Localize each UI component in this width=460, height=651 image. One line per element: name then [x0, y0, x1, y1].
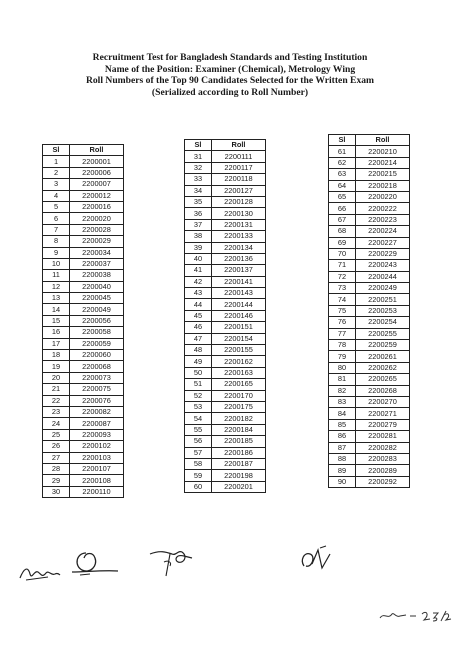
serial-cell: 45 — [185, 310, 212, 321]
table-row — [329, 340, 410, 351]
serial-cell: 68 — [329, 226, 356, 237]
roll-number-cell: 2200184 — [212, 424, 266, 435]
table-row — [185, 208, 266, 219]
table-row — [43, 463, 124, 474]
serial-cell: 3 — [43, 179, 70, 190]
table-row — [185, 470, 266, 481]
table-header-row — [43, 145, 124, 156]
roll-number-cell: 2200259 — [356, 340, 410, 351]
serial-cell: 82 — [329, 385, 356, 396]
sl-column-header: Sl — [185, 140, 212, 151]
serial-cell: 5 — [43, 201, 70, 212]
table-row — [185, 401, 266, 412]
roll-number-cell: 2200253 — [356, 305, 410, 316]
table-row — [329, 203, 410, 214]
roll-number-cell: 2200182 — [212, 413, 266, 424]
serial-cell: 90 — [329, 476, 356, 487]
serial-cell: 61 — [329, 146, 356, 157]
table-row — [329, 317, 410, 328]
serial-cell: 27 — [43, 452, 70, 463]
table-row — [185, 413, 266, 424]
roll-number-cell: 2200007 — [70, 179, 124, 190]
serial-cell: 32 — [185, 162, 212, 173]
roll-number-cell: 2200144 — [212, 299, 266, 310]
table-row — [185, 447, 266, 458]
table-row — [329, 191, 410, 202]
roll-table-2 — [184, 139, 266, 493]
serial-cell: 16 — [43, 327, 70, 338]
table-row — [185, 185, 266, 196]
serial-cell: 76 — [329, 317, 356, 328]
serial-cell: 83 — [329, 396, 356, 407]
serial-cell: 4 — [43, 190, 70, 201]
serial-cell: 28 — [43, 463, 70, 474]
roll-number-cell: 2200128 — [212, 196, 266, 207]
roll-number-cell: 2200244 — [356, 271, 410, 282]
roll-number-cell: 2200102 — [70, 441, 124, 452]
serial-cell: 59 — [185, 470, 212, 481]
roll-number-cell: 2200068 — [70, 361, 124, 372]
table-row — [185, 333, 266, 344]
signature-2 — [68, 548, 120, 580]
serial-cell: 57 — [185, 447, 212, 458]
sl-column-header: Sl — [329, 135, 356, 146]
serial-cell: 33 — [185, 174, 212, 185]
table-row — [329, 146, 410, 157]
serial-cell: 24 — [43, 418, 70, 429]
table-row — [185, 231, 266, 242]
roll-number-cell: 2200289 — [356, 465, 410, 476]
serial-cell: 26 — [43, 441, 70, 452]
table-row — [185, 299, 266, 310]
serial-cell: 63 — [329, 169, 356, 180]
serial-cell: 31 — [185, 151, 212, 162]
table-row — [43, 350, 124, 361]
table-row — [329, 260, 410, 271]
roll-number-cell: 2200016 — [70, 201, 124, 212]
roll-number-cell: 2200133 — [212, 231, 266, 242]
roll-number-cell: 2200229 — [356, 248, 410, 259]
roll-number-cell: 2200292 — [356, 476, 410, 487]
serial-cell: 35 — [185, 196, 212, 207]
roll-number-cell: 2200162 — [212, 356, 266, 367]
header-subtitle: Roll Numbers of the Top 90 Candidates Selected for the Written Exam — [85, 75, 375, 86]
serial-cell: 62 — [329, 157, 356, 168]
roll-number-cell: 2200118 — [212, 174, 266, 185]
table-row — [185, 253, 266, 264]
table-row — [185, 242, 266, 253]
table-row — [43, 327, 124, 338]
table-row — [43, 406, 124, 417]
table-row — [329, 248, 410, 259]
serial-cell: 2 — [43, 167, 70, 178]
table-row — [43, 361, 124, 372]
serial-cell: 84 — [329, 408, 356, 419]
table-row — [185, 356, 266, 367]
roll-number-cell: 2200006 — [70, 167, 124, 178]
roll-number-cell: 2200281 — [356, 431, 410, 442]
table-header-row — [185, 140, 266, 151]
table-row — [329, 431, 410, 442]
table-row — [329, 294, 410, 305]
roll-number-cell: 2200146 — [212, 310, 266, 321]
signature-3 — [148, 544, 196, 580]
serial-cell: 8 — [43, 236, 70, 247]
roll-number-cell: 2200111 — [212, 151, 266, 162]
serial-cell: 34 — [185, 185, 212, 196]
roll-number-cell: 2200151 — [212, 322, 266, 333]
serial-cell: 44 — [185, 299, 212, 310]
table-row — [185, 322, 266, 333]
table-row — [43, 441, 124, 452]
table-row — [43, 258, 124, 269]
roll-number-cell: 2200001 — [70, 156, 124, 167]
table-row — [43, 179, 124, 190]
table-row — [43, 315, 124, 326]
roll-number-cell: 2200117 — [212, 162, 266, 173]
roll-number-cell: 2200130 — [212, 208, 266, 219]
serial-cell: 52 — [185, 390, 212, 401]
serial-cell: 9 — [43, 247, 70, 258]
serial-cell: 41 — [185, 265, 212, 276]
roll-number-cell: 2200137 — [212, 265, 266, 276]
table-row — [185, 196, 266, 207]
roll-number-cell: 2200215 — [356, 169, 410, 180]
roll-number-cell: 2200283 — [356, 453, 410, 464]
table-row — [185, 288, 266, 299]
roll-number-cell: 2200143 — [212, 288, 266, 299]
table-row — [185, 379, 266, 390]
roll-number-cell: 2200045 — [70, 293, 124, 304]
serial-cell: 19 — [43, 361, 70, 372]
handwritten-date-note — [378, 606, 452, 626]
serial-cell: 15 — [43, 315, 70, 326]
serial-cell: 43 — [185, 288, 212, 299]
roll-number-cell: 2200076 — [70, 395, 124, 406]
serial-cell: 56 — [185, 436, 212, 447]
roll-number-cell: 2200271 — [356, 408, 410, 419]
serial-cell: 74 — [329, 294, 356, 305]
table-row — [185, 390, 266, 401]
serial-cell: 54 — [185, 413, 212, 424]
serial-cell: 42 — [185, 276, 212, 287]
roll-number-cell: 2200279 — [356, 419, 410, 430]
serial-cell: 87 — [329, 442, 356, 453]
table-row — [185, 345, 266, 356]
roll-number-cell: 2200214 — [356, 157, 410, 168]
table-row — [329, 374, 410, 385]
table-row — [43, 429, 124, 440]
serial-cell: 67 — [329, 214, 356, 225]
table-row — [43, 236, 124, 247]
roll-number-cell: 2200187 — [212, 458, 266, 469]
table-row — [43, 247, 124, 258]
roll-number-cell: 2200141 — [212, 276, 266, 287]
header-title: Recruitment Test for Bangladesh Standards and Testing Institution — [92, 52, 368, 63]
table-row — [329, 442, 410, 453]
header-note: (Serialized according to Roll Number) — [151, 86, 309, 98]
roll-number-cell: 2200165 — [212, 379, 266, 390]
serial-cell: 85 — [329, 419, 356, 430]
table-row — [185, 424, 266, 435]
roll-number-cell: 2200058 — [70, 327, 124, 338]
serial-cell: 38 — [185, 231, 212, 242]
roll-number-cell: 2200223 — [356, 214, 410, 225]
table-row — [43, 384, 124, 395]
roll-number-cell: 2200265 — [356, 374, 410, 385]
serial-cell: 10 — [43, 258, 70, 269]
serial-cell: 88 — [329, 453, 356, 464]
roll-number-cell: 2200134 — [212, 242, 266, 253]
serial-cell: 70 — [329, 248, 356, 259]
serial-cell: 71 — [329, 260, 356, 271]
table-row — [43, 190, 124, 201]
table-row — [329, 351, 410, 362]
roll-table-1 — [42, 144, 124, 498]
roll-number-cell: 2200270 — [356, 396, 410, 407]
serial-cell: 22 — [43, 395, 70, 406]
roll-number-cell: 2200255 — [356, 328, 410, 339]
table-row — [185, 265, 266, 276]
roll-number-cell: 2200110 — [70, 486, 124, 497]
serial-cell: 50 — [185, 367, 212, 378]
table-row — [185, 151, 266, 162]
roll-number-cell: 2200210 — [356, 146, 410, 157]
roll-number-cell: 2200154 — [212, 333, 266, 344]
roll-number-cell: 2200251 — [356, 294, 410, 305]
serial-cell: 23 — [43, 406, 70, 417]
serial-cell: 60 — [185, 481, 212, 492]
table-row — [43, 486, 124, 497]
signature-4 — [296, 544, 340, 576]
serial-cell: 64 — [329, 180, 356, 191]
serial-cell: 80 — [329, 362, 356, 373]
table-row — [329, 396, 410, 407]
roll-number-cell: 2200049 — [70, 304, 124, 315]
roll-number-cell: 2200107 — [70, 463, 124, 474]
serial-cell: 77 — [329, 328, 356, 339]
table-row — [185, 481, 266, 492]
serial-cell: 6 — [43, 213, 70, 224]
document-header — [30, 52, 430, 98]
table-row — [185, 310, 266, 321]
roll-table-3 — [328, 134, 410, 488]
roll-number-cell: 2200059 — [70, 338, 124, 349]
roll-number-cell: 2200227 — [356, 237, 410, 248]
serial-cell: 53 — [185, 401, 212, 412]
serial-cell: 40 — [185, 253, 212, 264]
table-row — [329, 237, 410, 248]
roll-number-cell: 2200127 — [212, 185, 266, 196]
table-row — [185, 219, 266, 230]
table-row — [329, 453, 410, 464]
roll-number-cell: 2200268 — [356, 385, 410, 396]
table-row — [43, 418, 124, 429]
roll-number-cell: 2200136 — [212, 253, 266, 264]
serial-cell: 58 — [185, 458, 212, 469]
serial-cell: 48 — [185, 345, 212, 356]
roll-number-cell: 2200220 — [356, 191, 410, 202]
roll-number-cell: 2200073 — [70, 372, 124, 383]
roll-number-cell: 2200249 — [356, 283, 410, 294]
serial-cell: 21 — [43, 384, 70, 395]
roll-number-cell: 2200261 — [356, 351, 410, 362]
table-row — [43, 338, 124, 349]
table-row — [43, 270, 124, 281]
serial-cell: 81 — [329, 374, 356, 385]
table-row — [185, 367, 266, 378]
signature-1 — [18, 562, 62, 584]
table-row — [329, 271, 410, 282]
roll-column-header: Roll — [70, 145, 124, 156]
serial-cell: 11 — [43, 270, 70, 281]
table-row — [43, 213, 124, 224]
roll-number-cell: 2200103 — [70, 452, 124, 463]
serial-cell: 89 — [329, 465, 356, 476]
table-row — [185, 174, 266, 185]
serial-cell: 29 — [43, 475, 70, 486]
table-row — [185, 458, 266, 469]
roll-number-cell: 2200075 — [70, 384, 124, 395]
roll-number-cell: 2200170 — [212, 390, 266, 401]
serial-cell: 37 — [185, 219, 212, 230]
table-row — [329, 226, 410, 237]
table-row — [185, 436, 266, 447]
roll-number-cell: 2200029 — [70, 236, 124, 247]
roll-number-cell: 2200201 — [212, 481, 266, 492]
table-row — [329, 465, 410, 476]
serial-cell: 49 — [185, 356, 212, 367]
serial-cell: 17 — [43, 338, 70, 349]
roll-number-cell: 2200131 — [212, 219, 266, 230]
table-row — [329, 180, 410, 191]
table-row — [185, 276, 266, 287]
serial-cell: 73 — [329, 283, 356, 294]
serial-cell: 55 — [185, 424, 212, 435]
serial-cell: 39 — [185, 242, 212, 253]
serial-cell: 47 — [185, 333, 212, 344]
table-row — [329, 169, 410, 180]
roll-number-cell: 2200060 — [70, 350, 124, 361]
table-row — [43, 201, 124, 212]
serial-cell: 7 — [43, 224, 70, 235]
serial-cell: 86 — [329, 431, 356, 442]
table-row — [329, 305, 410, 316]
table-row — [43, 293, 124, 304]
table-row — [43, 395, 124, 406]
roll-number-cell: 2200218 — [356, 180, 410, 191]
serial-cell: 66 — [329, 203, 356, 214]
roll-number-cell: 2200056 — [70, 315, 124, 326]
roll-number-cell: 2200222 — [356, 203, 410, 214]
roll-number-cell: 2200028 — [70, 224, 124, 235]
table-row — [329, 408, 410, 419]
roll-number-cell: 2200034 — [70, 247, 124, 258]
roll-number-cell: 2200224 — [356, 226, 410, 237]
roll-number-cell: 2200163 — [212, 367, 266, 378]
sl-column-header: Sl — [43, 145, 70, 156]
table-row — [43, 156, 124, 167]
serial-cell: 79 — [329, 351, 356, 362]
table-row — [329, 385, 410, 396]
table-row — [43, 281, 124, 292]
table-row — [329, 362, 410, 373]
roll-number-cell: 2200198 — [212, 470, 266, 481]
roll-number-cell: 2200093 — [70, 429, 124, 440]
serial-cell: 65 — [329, 191, 356, 202]
serial-cell: 18 — [43, 350, 70, 361]
roll-number-cell: 2200038 — [70, 270, 124, 281]
roll-number-cell: 2200175 — [212, 401, 266, 412]
roll-number-cell: 2200185 — [212, 436, 266, 447]
roll-number-cell: 2200282 — [356, 442, 410, 453]
serial-cell: 1 — [43, 156, 70, 167]
roll-number-cell: 2200012 — [70, 190, 124, 201]
roll-number-cell: 2200082 — [70, 406, 124, 417]
serial-cell: 69 — [329, 237, 356, 248]
serial-cell: 30 — [43, 486, 70, 497]
roll-number-cell: 2200087 — [70, 418, 124, 429]
table-header-row — [329, 135, 410, 146]
table-row — [185, 162, 266, 173]
table-row — [329, 157, 410, 168]
table-row — [43, 452, 124, 463]
table-row — [43, 372, 124, 383]
roll-column-header: Roll — [356, 135, 410, 146]
serial-cell: 51 — [185, 379, 212, 390]
serial-cell: 72 — [329, 271, 356, 282]
table-row — [329, 328, 410, 339]
table-row — [43, 304, 124, 315]
serial-cell: 13 — [43, 293, 70, 304]
serial-cell: 36 — [185, 208, 212, 219]
serial-cell: 14 — [43, 304, 70, 315]
serial-cell: 12 — [43, 281, 70, 292]
roll-number-cell: 2200155 — [212, 345, 266, 356]
table-row — [43, 167, 124, 178]
serial-cell: 25 — [43, 429, 70, 440]
roll-number-cell: 2200037 — [70, 258, 124, 269]
roll-number-cell: 2200243 — [356, 260, 410, 271]
table-row — [329, 419, 410, 430]
roll-number-cell: 2200020 — [70, 213, 124, 224]
table-row — [329, 476, 410, 487]
roll-number-cell: 2200186 — [212, 447, 266, 458]
roll-number-cell: 2200254 — [356, 317, 410, 328]
roll-number-cell: 2200108 — [70, 475, 124, 486]
serial-cell: 46 — [185, 322, 212, 333]
roll-number-cell: 2200262 — [356, 362, 410, 373]
table-row — [329, 283, 410, 294]
table-row — [43, 475, 124, 486]
serial-cell: 75 — [329, 305, 356, 316]
serial-cell: 20 — [43, 372, 70, 383]
header-position: Name of the Position: Examiner (Chemical), Metrology Wing — [104, 63, 356, 75]
table-row — [329, 214, 410, 225]
serial-cell: 78 — [329, 340, 356, 351]
roll-column-header: Roll — [212, 140, 266, 151]
table-row — [43, 224, 124, 235]
roll-number-cell: 2200040 — [70, 281, 124, 292]
